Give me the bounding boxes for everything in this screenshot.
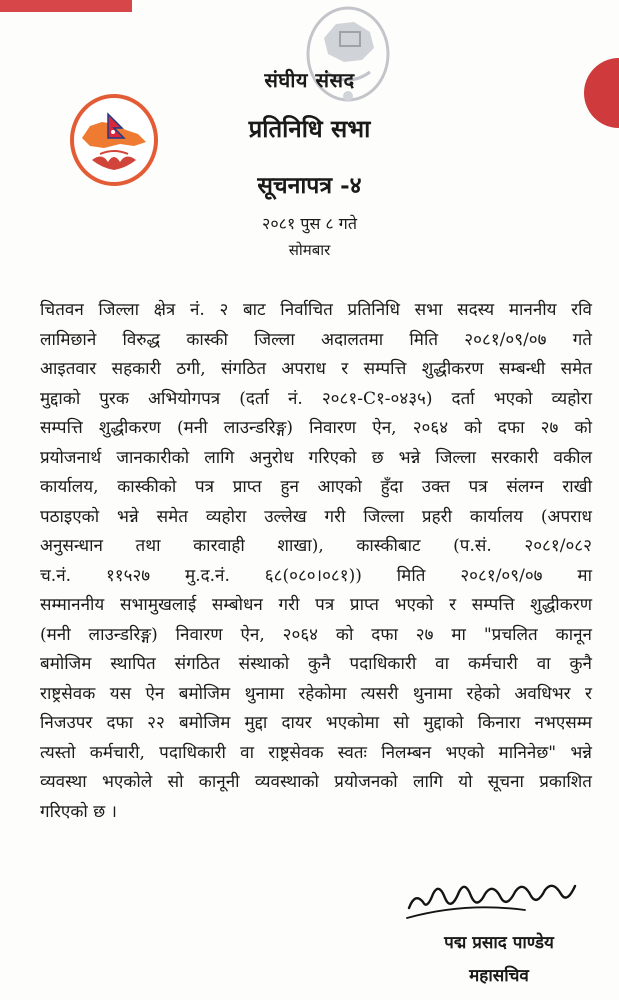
corner-accent-bar <box>0 0 132 12</box>
notice-day: सोमबार <box>288 241 331 259</box>
body-line: त्यस्तो कर्मचारी, पदाधिकारी वा राष्ट्रसेवक स्वतः निलम्बन भएको मानिनेछ" भन्ने <box>40 742 592 763</box>
body-line: अनुसन्धान तथा कारवाही शाखा), कास्कीबाट (प.सं. २०८१/०८२ <box>40 536 592 556</box>
body-line: पठाइएको भन्ने समेत व्यहोरा उल्लेख गरी जिल्ला प्रहरी कार्यालय (अपराध <box>40 506 592 527</box>
handwritten-signature-icon <box>405 872 580 922</box>
parliament-heading: संघीय संसद <box>264 68 355 92</box>
body-line: आइतवार सहकारी ठगी, संगठित अपराध र सम्पत्ति शुद्धीकरण सम्बन्धी समेत <box>40 359 592 379</box>
notice-body <box>40 296 592 827</box>
body-line: गरिएको छ । <box>40 801 117 822</box>
body-line: सम्माननीय सभामुखलाई सम्बोधन गरी पत्र प्राप्त भएको र सम्पत्ति शुद्धीकरण <box>40 595 592 615</box>
notice-date: २०८१ पुस ८ गते <box>262 214 357 233</box>
body-line: कार्यालय, कास्कीको पत्र प्राप्त हुन आएको हुँदा उक्त पत्र संलग्न राखी <box>40 477 592 497</box>
body-line: चितवन जिल्ला क्षेत्र नं. २ बाट निर्वाचित प्रतिनिधि सभा सदस्य माननीय रवि <box>40 300 592 320</box>
signatory-name: पद्म प्रसाद पाण्डेय <box>444 933 554 953</box>
body-line: व्यवस्था भएकोले सो कानूनी व्यवस्थाको प्रयोजनको लागि यो सूचना प्रकाशित <box>40 772 592 792</box>
body-line: बमोजिम स्थापित संगठित संस्थाको कुनै पदाधिकारी वा कर्मचारी वा कुनै <box>40 654 592 674</box>
body-line: च.नं. ११५२७ मु.द.नं. ६८(०८०।०८१)) मिति २०८१/०९/०७ मा <box>40 565 592 586</box>
body-line: निजउपर दफा २२ बमोजिम मुद्दा दायर भएकोमा सो मुद्दाको किनारा नभएसम्म <box>40 713 592 733</box>
body-line: सम्पत्ति शुद्धीकरण (मनी लाउन्डरिङ्ग) निवारण ऐन, २०६४ को दफा २७ को <box>40 418 592 438</box>
body-line: राष्ट्रसेवक यस ऐन बमोजिम थुनामा रहेकोमा त्यसरी थुनामा रहेको अवधिभर र <box>40 683 592 704</box>
body-line: प्रयोजनार्थ जानकारीको लागि अनुरोध गरिएको छ भन्ने जिल्ला सरकारी वकील <box>40 447 592 468</box>
body-line: लामिछाने विरुद्ध कास्की जिल्ला अदालतमा मिति २०८१/०९/०७ गते <box>40 329 592 350</box>
parliament-seal-icon <box>296 2 400 110</box>
signatory-title: महासचिव <box>469 966 529 986</box>
body-line: (मनी लाउन्डरिङ्ग) निवारण ऐन, २०६४ को दफा २७ मा "प्रचलित कानून <box>40 624 592 645</box>
body-line: मुद्दाको पुरक अभियोगपत्र (दर्ता नं. २०८१-C१-०४३५) दर्ता भएको व्यहोरा <box>40 388 592 409</box>
house-heading: प्रतिनिधि सभा <box>248 114 371 143</box>
notice-title: सूचनापत्र -४ <box>257 172 362 199</box>
